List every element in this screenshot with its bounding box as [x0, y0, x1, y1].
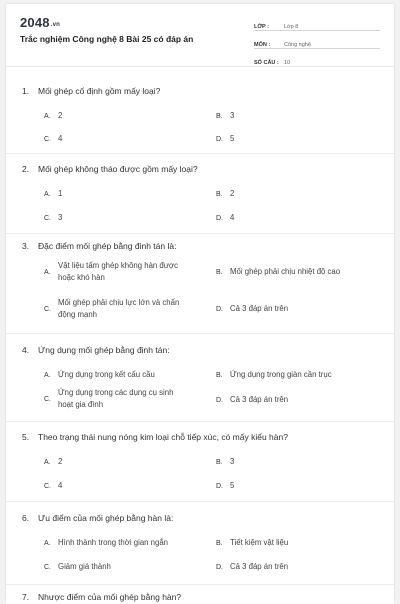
option-text: 4	[58, 481, 63, 490]
question-divider	[6, 233, 394, 234]
option-c[interactable]	[44, 212, 62, 224]
option-text: 3	[230, 111, 235, 120]
question-text	[22, 432, 380, 442]
question-prompt: Ứng dụng mối ghép bằng đinh tán:	[38, 345, 170, 355]
option-b[interactable]	[216, 456, 234, 468]
option-a[interactable]	[44, 537, 168, 549]
option-letter: B.	[216, 458, 223, 466]
option-letter: D.	[216, 214, 223, 222]
question-prompt: Mối ghép không tháo được gồm mấy loại?	[38, 164, 198, 174]
question-text	[22, 513, 380, 523]
question-number: 2.	[22, 164, 30, 174]
option-text	[58, 387, 173, 411]
option-b[interactable]	[216, 266, 340, 278]
option-letter: A.	[44, 458, 51, 466]
option-letter: A.	[44, 371, 51, 379]
option-d[interactable]	[216, 303, 288, 315]
question-prompt: Ưu điểm của mối ghép bằng hàn là:	[38, 513, 174, 523]
option-a[interactable]	[44, 260, 178, 284]
question-divider	[6, 421, 394, 422]
logo-sub: .vn	[50, 22, 61, 28]
option-text: 4	[58, 134, 63, 143]
option-letter: B.	[216, 112, 223, 120]
option-text-line: động mạnh	[58, 310, 98, 319]
option-a[interactable]	[44, 456, 62, 468]
option-text: Ứng dụng trong kết cấu cầu	[58, 370, 155, 379]
option-d[interactable]	[216, 133, 234, 145]
meta-class	[254, 16, 380, 31]
option-letter: D.	[216, 396, 223, 404]
option-a[interactable]	[44, 188, 62, 200]
meta-count-value: 10	[284, 60, 291, 66]
option-c[interactable]	[44, 480, 62, 492]
page-title: Trắc nghiệm Công nghệ 8 Bài 25 có đáp án	[20, 34, 194, 44]
option-text-line: Vật liệu tấm ghép không hàn được	[58, 261, 178, 270]
quiz-sheet	[6, 4, 394, 604]
question-text	[22, 345, 380, 355]
question-divider	[6, 333, 394, 334]
question-divider	[6, 501, 394, 502]
meta-class-label: LỚP :	[254, 24, 269, 30]
question-prompt: Nhược điểm của mối ghép bằng hàn?	[38, 592, 182, 602]
option-c[interactable]	[44, 297, 179, 321]
option-b[interactable]	[216, 188, 234, 200]
option-c[interactable]	[44, 387, 173, 411]
option-letter: C.	[44, 135, 51, 143]
option-letter: D.	[216, 482, 223, 490]
option-letter: A.	[44, 190, 51, 198]
option-d[interactable]	[216, 480, 234, 492]
option-text: 3	[230, 457, 235, 466]
option-letter: C.	[44, 482, 51, 490]
question-number: 5.	[22, 432, 30, 442]
option-letter: C.	[44, 305, 51, 313]
meta-count	[254, 52, 380, 67]
option-letter: B.	[216, 371, 223, 379]
option-c[interactable]	[44, 133, 62, 145]
question-divider	[6, 153, 394, 154]
option-text: 2	[58, 111, 63, 120]
header-divider	[6, 66, 394, 67]
option-text: Cả 3 đáp án trên	[230, 395, 289, 404]
option-letter: A.	[44, 268, 51, 276]
option-text-line: hoặc khó hàn	[58, 273, 105, 282]
question-number: 3.	[22, 241, 30, 251]
question-text	[22, 86, 380, 96]
option-text: Giảm giá thành	[58, 562, 111, 571]
meta-count-label: SỐ CÂU :	[254, 60, 279, 66]
option-letter: A.	[44, 112, 51, 120]
option-text-line: hoạt gia đình	[58, 400, 104, 409]
option-text: Mối ghép phải chịu nhiệt độ cao	[230, 267, 341, 276]
quiz-header	[6, 4, 394, 66]
option-text-line: Mối ghép phải chịu lực lớn và chấn	[58, 298, 180, 307]
option-text: 4	[230, 213, 235, 222]
question-number: 6.	[22, 513, 30, 523]
option-text: 3	[58, 213, 63, 222]
option-letter: B.	[216, 539, 223, 547]
option-b[interactable]	[216, 369, 332, 381]
option-letter: D.	[216, 563, 223, 571]
option-text	[58, 297, 179, 321]
option-text	[58, 260, 178, 284]
question-prompt: Mối ghép cố định gồm mấy loại?	[38, 86, 161, 96]
question-number: 4.	[22, 345, 30, 355]
option-d[interactable]	[216, 561, 288, 573]
option-text: 5	[230, 134, 235, 143]
option-text: Cả 3 đáp án trên	[230, 562, 289, 571]
option-letter: B.	[216, 268, 223, 276]
meta-subject-label: MÔN :	[254, 42, 271, 48]
option-letter: D.	[216, 135, 223, 143]
option-d[interactable]	[216, 394, 288, 406]
option-text: 5	[230, 481, 235, 490]
option-b[interactable]	[216, 110, 234, 122]
option-text: Cả 3 đáp án trên	[230, 304, 289, 313]
option-letter: D.	[216, 305, 223, 313]
meta-subject	[254, 34, 380, 49]
quiz-meta	[254, 16, 380, 70]
site-logo[interactable]	[20, 15, 60, 30]
question-text	[22, 241, 380, 251]
option-text-line: Ứng dụng trong các dụng cụ sinh	[58, 388, 174, 397]
option-a[interactable]	[44, 110, 62, 122]
question-prompt: Theo trạng thái nung nóng kim loại chỗ tiếp xúc, có mấy kiểu hàn?	[38, 432, 288, 442]
option-letter: C.	[44, 395, 51, 403]
option-b[interactable]	[216, 537, 288, 549]
option-text: Ứng dụng trong giàn cần trục	[230, 370, 332, 379]
question-prompt: Đặc điểm mối ghép bằng đinh tán là:	[38, 241, 177, 251]
logo-main: 2048	[20, 15, 50, 30]
option-text: 2	[230, 189, 235, 198]
question-number: 1.	[22, 86, 30, 96]
question-number: 7.	[22, 592, 30, 602]
question-divider	[6, 584, 394, 585]
option-text: Hình thành trong thời gian ngắn	[58, 538, 169, 547]
option-text: 1	[58, 189, 63, 198]
question-text	[22, 592, 380, 602]
option-letter: C.	[44, 214, 51, 222]
meta-subject-value: Công nghệ	[284, 42, 311, 48]
option-d[interactable]	[216, 212, 234, 224]
meta-class-value: Lớp 8	[284, 24, 299, 30]
option-letter: B.	[216, 190, 223, 198]
option-letter: A.	[44, 539, 51, 547]
option-text: 2	[58, 457, 63, 466]
question-text	[22, 164, 380, 174]
option-text: Tiết kiệm vật liệu	[230, 538, 289, 547]
option-c[interactable]	[44, 561, 111, 573]
option-letter: C.	[44, 563, 51, 571]
option-a[interactable]	[44, 369, 155, 381]
